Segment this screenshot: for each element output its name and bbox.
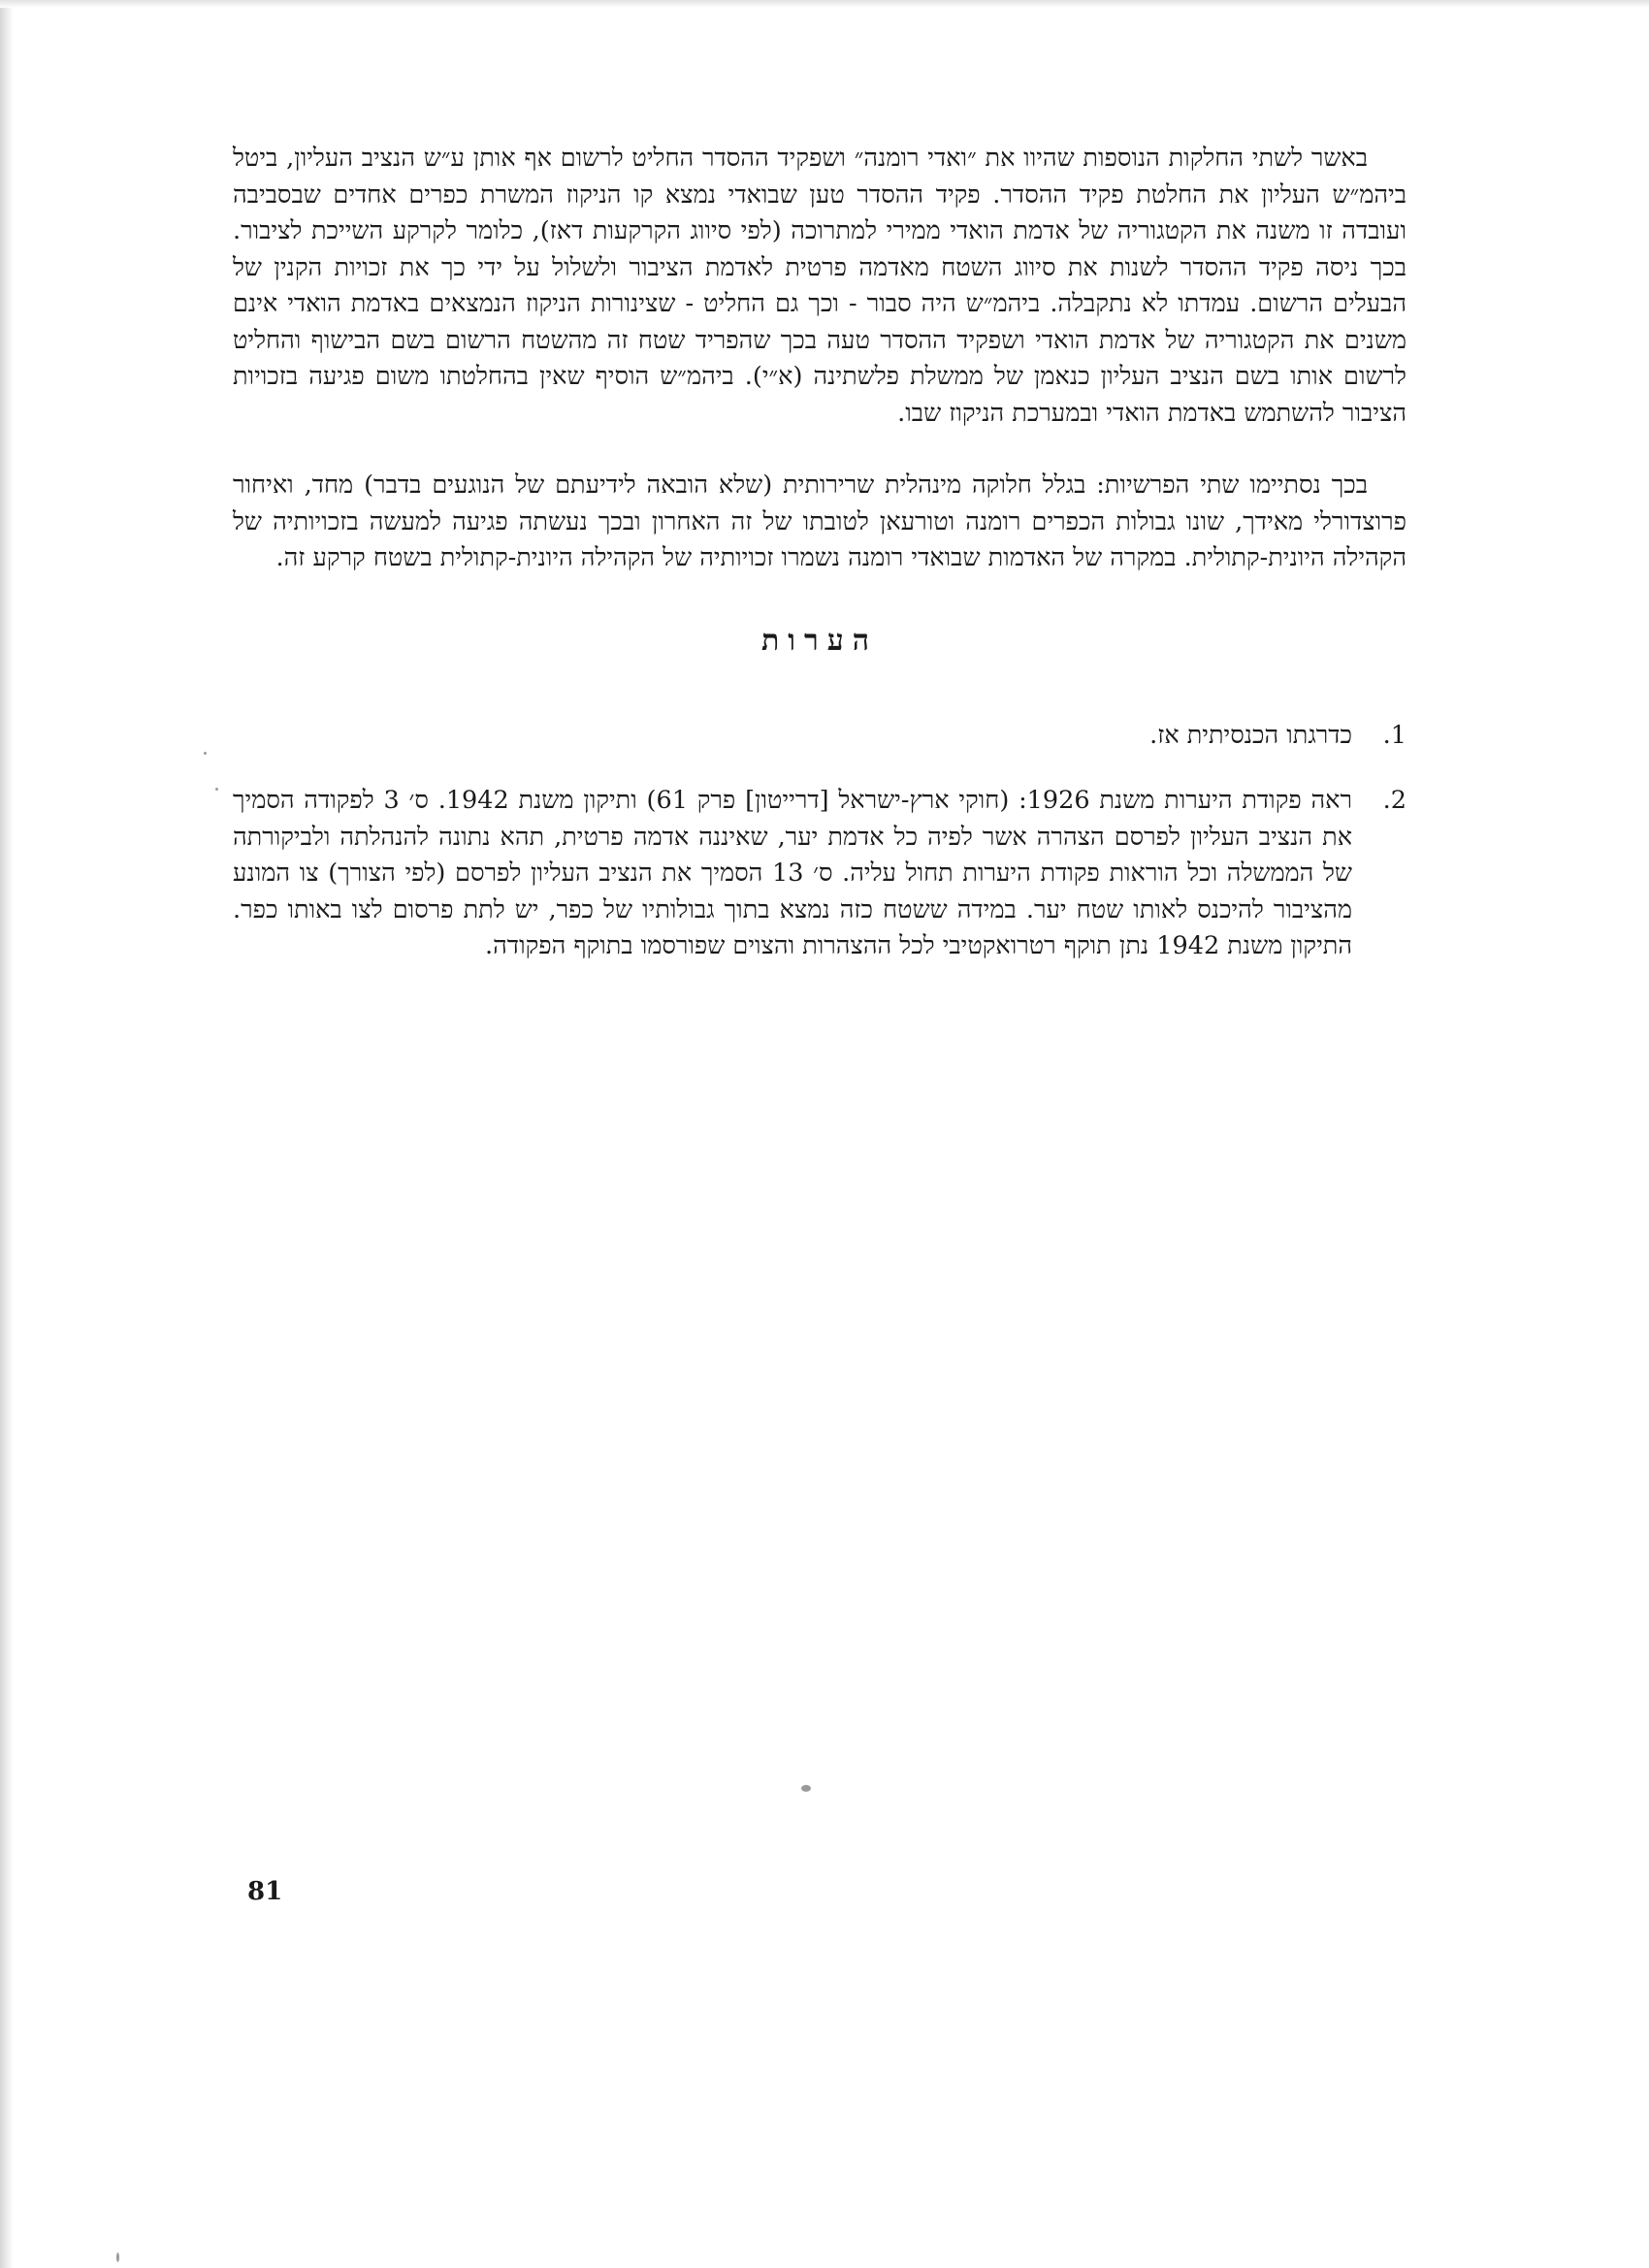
page-content — [233, 141, 1406, 994]
scan-edge-shadow — [0, 0, 14, 2268]
note-text: ראה פקודת היערות משנת 1926: (חוקי ארץ-ישראל [דרייטון] פרק 61) ותיקון משנת 1942. ס׳ 3 לפקודה הסמיך את הנציב העליון לפרסם הצהרה אשר לפיה כל אדמת יער, שאיננה אדמה פרטית, תהא נתונה להנהלתה ולביקורתה של הממשלה וכל הוראות פקודת היערות תחול עליה. ס׳ 13 הסמיך את הנציב העליון לפרסם (לפי הצורך) צו המונע מהציבור להיכנס לאותו שטח יער. במידה ששטח כזה נמצא בתוך גבולותיו של כפר, יש לתת פרסום לצו באותו כפר. התיקון משנת 1942 נתן תוקף רטרואקטיבי לכל ההצהרות והצוים שפורסמו בתוקף הפקודה. — [233, 786, 1352, 960]
note-text: כדרגתו הכנסיתית אז. — [1149, 720, 1352, 750]
note-item — [233, 718, 1406, 755]
scan-speck — [801, 1785, 811, 1792]
body-paragraph-1: באשר לשתי החלקות הנוספות שהיוו את ״ואדי רומנה״ ושפקיד ההסדר החליט לרשום אף אותן ע״ש הנציב העליון, ביטל ביהמ״ש העליון את החלטת פקיד ההסדר. פקיד ההסדר טען שבואדי נמצא קו הניקוז המשרת כפרים אחדים שבסביבה ועובדה זו משנה את הקטגוריה של אדמת הואדי ממירי למתרוכה (לפי סיווג הקרקעות דאז), כלומר לקרקע השייכת לציבור. בכך ניסה פקיד ההסדר לשנות את סיווג השטח מאדמה פרטית לאדמת הציבור ולשלול על ידי כך את זכויות הקנין של הבעלים הרשום. עמדתו לא נתקבלה. ביהמ״ש היה סבור - וכך גם החליט - שצינורות הניקוז הנמצאים באדמת הואדי אינם משנים את הקטגוריה של אדמת הואדי ושפקיד ההסדר טעה בכך שהפריד שטח זה מהשטח הרשום בשם הבישוף והחליט לרשום אותו בשם הנציב העליון כנאמן של ממשלת פלשתינה (א״י). ביהמ״ש הוסיף שאין בהחלטתו משום פגיעה בזכויות הציבור להשתמש באדמת הואדי ובמערכת הניקוז שבו. — [233, 144, 1406, 428]
note-number: 2. — [1382, 786, 1406, 815]
scan-top-shadow — [0, 0, 1649, 8]
scan-speck — [215, 788, 218, 791]
page-number: 81 — [247, 1877, 283, 1906]
scan-speck — [204, 752, 207, 755]
notes-heading: הערות — [761, 623, 878, 658]
notes-list — [233, 718, 1406, 965]
note-number: 1. — [1382, 720, 1406, 750]
note-item — [233, 783, 1406, 965]
body-paragraph-2: בכך נסתיימו שתי הפרשיות: בגלל חלוקה מינהלית שרירותית (שלא הובאה לידיעתם של הנוגעים בדבר) מחד, ואיחור פרוצדורלי מאידך, שונו גבולות הכפרים רומנה וטורעאן לטובתו של זה האחרון ובכך נעשתה פגיעה למעשה בזכויותיה של הקהילה היונית-קתולית. במקרה של האדמות שבואדי רומנה נשמרו זכויותיה של הקהילה היונית-קתולית בשטח קרקע זה. — [233, 470, 1406, 572]
scan-speck — [116, 2252, 119, 2262]
